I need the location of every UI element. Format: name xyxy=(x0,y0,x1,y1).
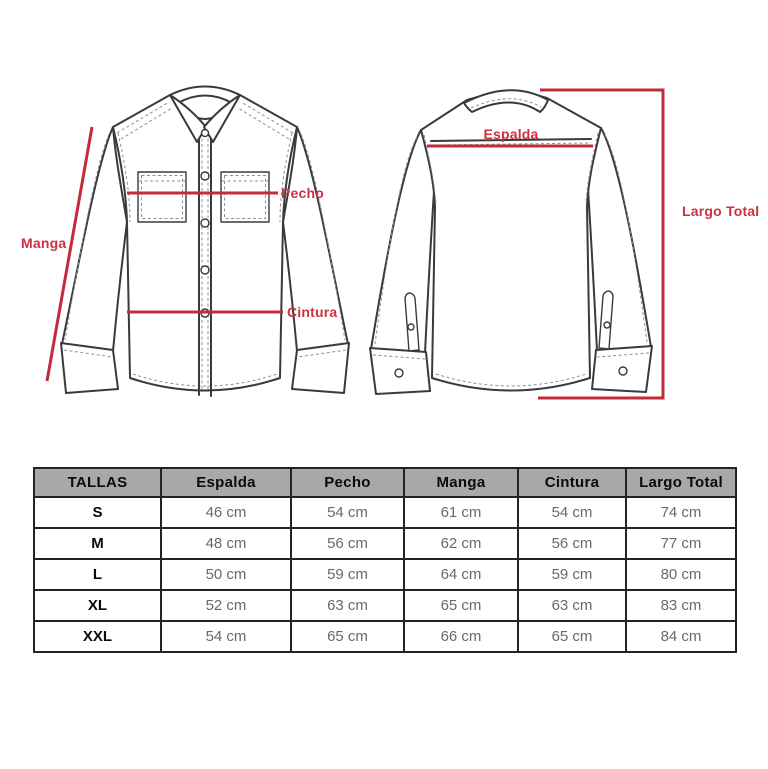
table-row-s xyxy=(34,497,736,528)
value-cell: 83 cm xyxy=(626,590,736,621)
back-right-sleeve xyxy=(586,128,651,351)
value-cell: 77 cm xyxy=(626,528,736,559)
value-cell: 54 cm xyxy=(161,621,291,652)
cintura-label: Cintura xyxy=(287,304,338,320)
value-cell: 50 cm xyxy=(161,559,291,590)
front-right-pocket xyxy=(221,172,269,222)
placket-button xyxy=(408,324,414,330)
front-shirt-drawing xyxy=(61,87,349,397)
table-row-l xyxy=(34,559,736,590)
front-button xyxy=(201,266,209,274)
cuff-button xyxy=(395,369,403,377)
pecho-label: Pecho xyxy=(281,185,325,201)
value-cell: 65 cm xyxy=(518,621,626,652)
header-cell-tallas: TALLAS xyxy=(34,468,161,497)
size-cell: M xyxy=(34,528,161,559)
value-cell: 59 cm xyxy=(291,559,404,590)
table-header-row xyxy=(34,468,736,497)
value-cell: 59 cm xyxy=(518,559,626,590)
size-cell: XL xyxy=(34,590,161,621)
header-cell-manga: Manga xyxy=(404,468,518,497)
value-cell: 62 cm xyxy=(404,528,518,559)
front-button xyxy=(201,219,209,227)
front-left-pocket xyxy=(138,172,186,222)
front-collar-band xyxy=(170,87,240,104)
placket-button xyxy=(604,322,610,328)
espalda-label: Espalda xyxy=(483,126,539,142)
manga-label: Manga xyxy=(21,235,67,251)
size-cell: L xyxy=(34,559,161,590)
value-cell: 64 cm xyxy=(404,559,518,590)
value-cell: 66 cm xyxy=(404,621,518,652)
table-row-m xyxy=(34,528,736,559)
table-row-xl xyxy=(34,590,736,621)
value-cell: 56 cm xyxy=(518,528,626,559)
front-button xyxy=(201,172,209,180)
value-cell: 54 cm xyxy=(291,497,404,528)
table-row-xxl xyxy=(34,621,736,652)
value-cell: 46 cm xyxy=(161,497,291,528)
value-cell: 61 cm xyxy=(404,497,518,528)
largo-total-label: Largo Total xyxy=(682,203,760,219)
front-body xyxy=(113,95,297,391)
header-cell-largo-total: Largo Total xyxy=(626,468,736,497)
value-cell: 65 cm xyxy=(291,621,404,652)
size-cell: S xyxy=(34,497,161,528)
value-cell: 65 cm xyxy=(404,590,518,621)
back-left-sleeve xyxy=(371,130,436,353)
value-cell: 80 cm xyxy=(626,559,736,590)
size-cell: XXL xyxy=(34,621,161,652)
value-cell: 84 cm xyxy=(626,621,736,652)
cuff-button xyxy=(619,367,627,375)
size-table xyxy=(33,467,737,653)
value-cell: 63 cm xyxy=(291,590,404,621)
collar-button xyxy=(202,130,209,137)
header-cell-pecho: Pecho xyxy=(291,468,404,497)
value-cell: 54 cm xyxy=(518,497,626,528)
value-cell: 63 cm xyxy=(518,590,626,621)
header-cell-espalda: Espalda xyxy=(161,468,291,497)
value-cell: 56 cm xyxy=(291,528,404,559)
header-cell-cintura: Cintura xyxy=(518,468,626,497)
size-table-container xyxy=(33,467,735,653)
value-cell: 74 cm xyxy=(626,497,736,528)
value-cell: 52 cm xyxy=(161,590,291,621)
value-cell: 48 cm xyxy=(161,528,291,559)
